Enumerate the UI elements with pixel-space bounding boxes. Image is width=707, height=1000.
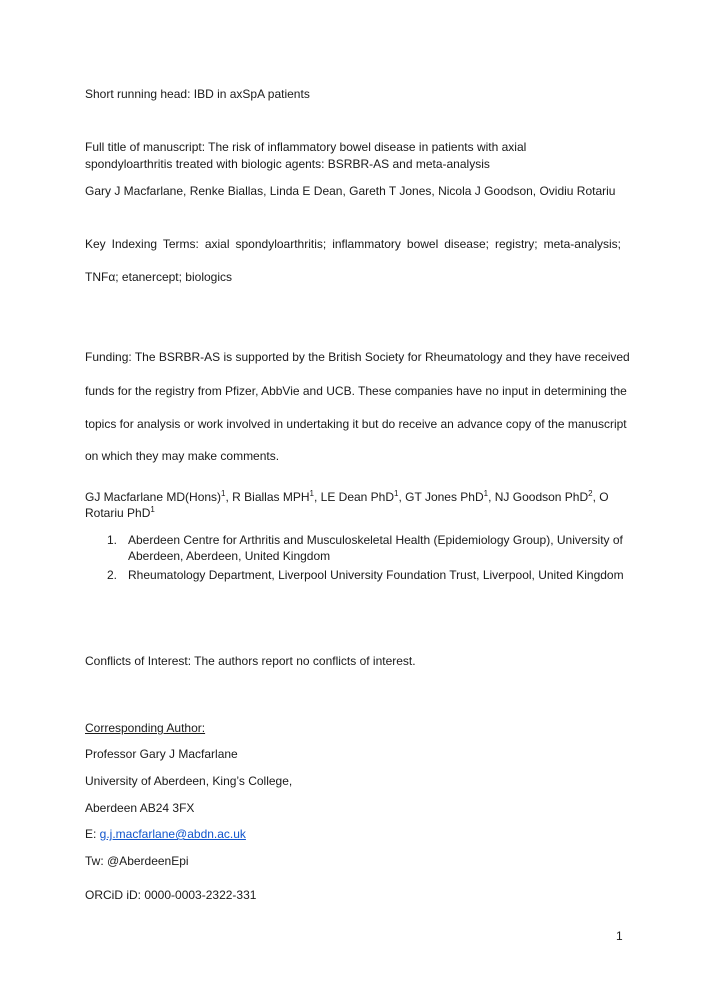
title-line-1: Full title of manuscript: The risk of inflammatory bowel disease in patients with axial (85, 140, 527, 154)
author-affil: 1 (150, 505, 155, 514)
author-affil: 1 (394, 489, 399, 498)
email-link[interactable]: g.j.macfarlane@abdn.ac.uk (99, 827, 246, 841)
affiliation-text: Rheumatology Department, Liverpool University Foundation Trust, Liverpool, United Kingdom (128, 568, 624, 582)
author-name: LE Dean PhD (320, 490, 395, 504)
author-name: O Rotariu PhD (85, 490, 609, 520)
funding-line-1: Funding: The BSRBR-AS is supported by the British Society for Rheumatology and they have received (85, 350, 630, 364)
funding-line-4: on which they may make comments. (85, 449, 280, 463)
author-name: GJ Macfarlane MD(Hons) (85, 490, 222, 504)
authors-detailed: GJ Macfarlane MD(Hons)$^1$, R Biallas MPH$^1$, LE Dean PhD$^1$, GT Jones PhD$^1$, NJ Goodson PhD$^2$, O Rotariu PhD$^1$ (85, 489, 609, 520)
corresponding-heading: Corresponding Author: (85, 721, 206, 735)
title-line-2: spondyloarthritis treated with biologic agents: BSRBR-AS and meta-analysis (85, 157, 490, 171)
author-name: NJ Goodson PhD (494, 490, 589, 504)
orcid: ORCiD iD: 0000-0003-2322-331 (85, 888, 257, 902)
author-affil: 1 (309, 489, 314, 498)
author-affil: 1 (221, 489, 226, 498)
corresponding-name: Professor Gary J Macfarlane (85, 747, 238, 761)
author-name: R Biallas MPH (232, 490, 310, 504)
corresponding-institution: University of Aberdeen, King’s College, (85, 774, 293, 788)
corresponding-twitter: Tw: @AberdeenEpi (85, 854, 189, 868)
author-list: Gary J Macfarlane, Renke Biallas, Linda E Dean, Gareth T Jones, Nicola J Goodson, Ovidiu Rotariu (85, 184, 616, 198)
author-affil: 1 (483, 489, 489, 498)
corresponding-city: Aberdeen AB24 3FX (85, 801, 195, 815)
corresponding-email-line (85, 826, 246, 842)
funding-line-2: funds for the registry from Pfizer, AbbVie and UCB. These companies have no input in determining the (85, 384, 627, 398)
funding-line-3: topics for analysis or work involved in undertaking it but do receive an advance copy of the manuscript (85, 417, 627, 431)
author-affil: 2 (588, 489, 593, 498)
affiliation-number: 1. (107, 533, 118, 547)
key-terms-line-2: TNFα; etanercept; biologics (85, 270, 232, 284)
page-number: 1 (616, 929, 623, 943)
key-terms-line-1: Key Indexing Terms: axial spondyloarthritis; inflammatory bowel disease; registry; meta-analysis; (85, 237, 621, 251)
conflicts-of-interest: Conflicts of Interest: The authors report no conflicts of interest. (85, 654, 416, 668)
running-head: Short running head: IBD in axSpA patients (85, 87, 310, 101)
author-name: GT Jones PhD (405, 490, 484, 504)
affiliation-text: Aberdeen Centre for Arthritis and Musculoskeletal Health (Epidemiology Group), University of Aberdeen, Aberdeen, United Kingdom (128, 533, 623, 563)
affiliation-number: 2. (107, 568, 118, 582)
email-label: E: (85, 827, 100, 841)
